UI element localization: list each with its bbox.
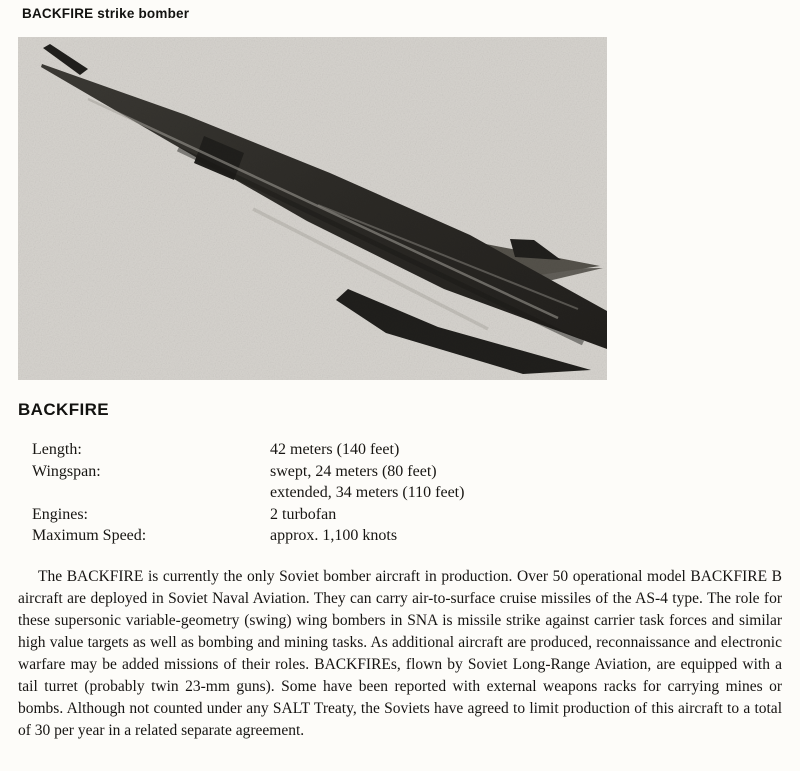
aircraft-photo — [18, 37, 607, 380]
spec-label: Engines: — [32, 505, 88, 523]
spec-row-wingspan-extended — [32, 482, 592, 504]
spec-row-length — [32, 439, 592, 461]
page-header-title: BACKFIRE strike bomber — [22, 6, 190, 21]
spec-row-engines — [32, 504, 592, 526]
spec-row-max-speed — [32, 525, 592, 547]
spec-table — [32, 439, 592, 547]
spec-value: 2 turbofan — [270, 505, 337, 523]
spec-label — [32, 482, 270, 504]
photo-grain-overlay — [18, 37, 607, 380]
body-paragraph: The BACKFIRE is currently the only Soviet bomber aircraft in production. Over 50 operational model BACKFIRE B aircraft are deployed in Soviet Naval Aviation. They can carry air-to-surface cruise missiles of the AS-4 type. The role for these supersonic variable-geometry (swing) wing bombers in SNA is missile strike against carrier task forces and similar high value targets as well as bombing and mining tasks. As additional aircraft are produced, reconnaissance and electronic warfare may be added missions of their roles. BACKFIREs, flown by Soviet Long-Range Aviation, are equipped with a tail turret (probably twin 23-mm guns). Some have been reported with external weapons racks for carrying mines or bombs. Although not counted under any SALT Treaty, the Soviets have agreed to limit production of this aircraft to a total of 30 per year in a related separate agreement. — [18, 568, 782, 739]
spec-value: extended, 34 meters (110 feet) — [270, 484, 465, 501]
spec-label: Length: — [32, 441, 82, 458]
spec-value: swept, 24 meters (80 feet) — [270, 462, 437, 480]
spec-label: Wingspan: — [32, 462, 101, 480]
section-title: BACKFIRE — [18, 400, 110, 419]
spec-value: 42 meters (140 feet) — [270, 441, 400, 458]
aircraft-photo-svg — [18, 37, 607, 380]
spec-value: approx. 1,100 knots — [270, 527, 398, 544]
spec-row-wingspan — [32, 461, 592, 483]
spec-label: Maximum Speed: — [32, 527, 147, 544]
